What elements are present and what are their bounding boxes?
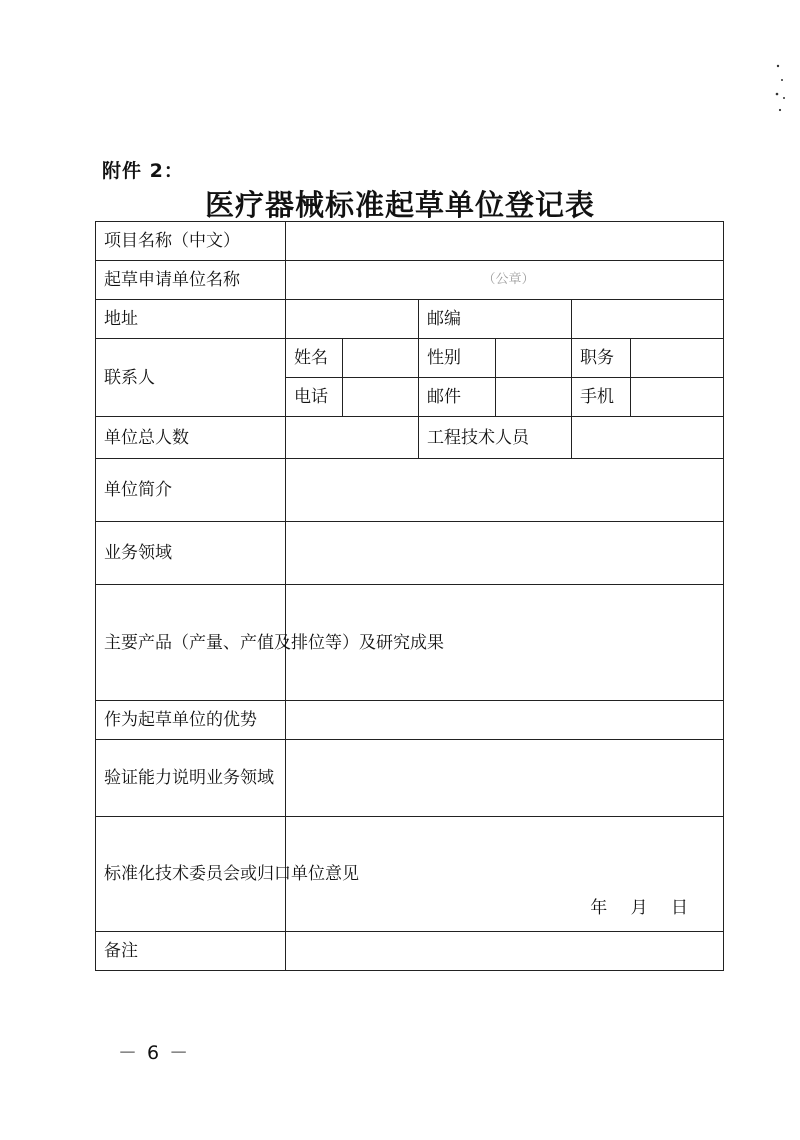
row-address (96, 300, 724, 339)
name-field[interactable] (343, 339, 419, 378)
phone-label: 电话 (286, 378, 343, 417)
date-year-label: 年 (590, 898, 609, 918)
advantages-field[interactable] (286, 701, 724, 740)
drafting-unit-field[interactable] (286, 261, 724, 300)
phone-field[interactable] (343, 378, 419, 417)
form-title: 医疗器械标准起草单位登记表 (204, 188, 595, 222)
gender-field[interactable] (496, 339, 572, 378)
project-name-label: 项目名称（中文） (96, 222, 286, 261)
business-field-field[interactable] (286, 522, 724, 585)
page-number: － 6 － (118, 1042, 191, 1064)
date-day-label: 日 (671, 898, 689, 918)
verification-field[interactable] (286, 740, 724, 817)
mobile-label: 手机 (572, 378, 631, 417)
row-verification (96, 740, 724, 817)
row-remarks (96, 932, 724, 971)
postcode-label: 邮编 (419, 300, 572, 339)
seal-hint: （公章） (482, 272, 535, 287)
remarks-field[interactable] (286, 932, 724, 971)
row-staff (96, 417, 724, 459)
position-field[interactable] (631, 339, 724, 378)
row-unit-intro (96, 459, 724, 522)
row-committee-opinion (96, 817, 724, 932)
main-products-label: 主要产品（产量、产值及排位等）及研究成果 (96, 585, 286, 701)
date-month-label: 月 (630, 898, 649, 918)
row-advantages (96, 701, 724, 740)
registration-form-table (95, 221, 724, 971)
row-business-field (96, 522, 724, 585)
signature-date (574, 889, 689, 927)
name-label: 姓名 (286, 339, 343, 378)
row-main-products (96, 585, 724, 701)
row-project-name (96, 222, 724, 261)
total-staff-field[interactable] (286, 417, 419, 459)
address-field[interactable] (286, 300, 419, 339)
committee-opinion-field[interactable] (286, 817, 724, 932)
committee-opinion-label: 标准化技术委员会或归口单位意见 (96, 817, 286, 932)
email-label: 邮件 (419, 378, 496, 417)
business-field-label: 业务领域 (96, 522, 286, 585)
project-name-field[interactable] (286, 222, 724, 261)
drafting-unit-label: 起草申请单位名称 (96, 261, 286, 300)
total-staff-label: 单位总人数 (96, 417, 286, 459)
gender-label: 性别 (419, 339, 496, 378)
postcode-field[interactable] (572, 300, 724, 339)
verification-label: 验证能力说明业务领域 (96, 740, 286, 817)
mobile-field[interactable] (631, 378, 724, 417)
scan-marks (768, 60, 792, 120)
engineers-label: 工程技术人员 (419, 417, 572, 459)
attachment-label: 附件 2： (102, 160, 184, 182)
row-contact-1 (96, 339, 724, 378)
email-field[interactable] (496, 378, 572, 417)
remarks-label: 备注 (96, 932, 286, 971)
advantages-label: 作为起草单位的优势 (96, 701, 286, 740)
address-label: 地址 (96, 300, 286, 339)
engineers-field[interactable] (572, 417, 724, 459)
unit-intro-field[interactable] (286, 459, 724, 522)
unit-intro-label: 单位简介 (96, 459, 286, 522)
row-drafting-unit (96, 261, 724, 300)
position-label: 职务 (572, 339, 631, 378)
contact-label: 联系人 (96, 339, 286, 417)
